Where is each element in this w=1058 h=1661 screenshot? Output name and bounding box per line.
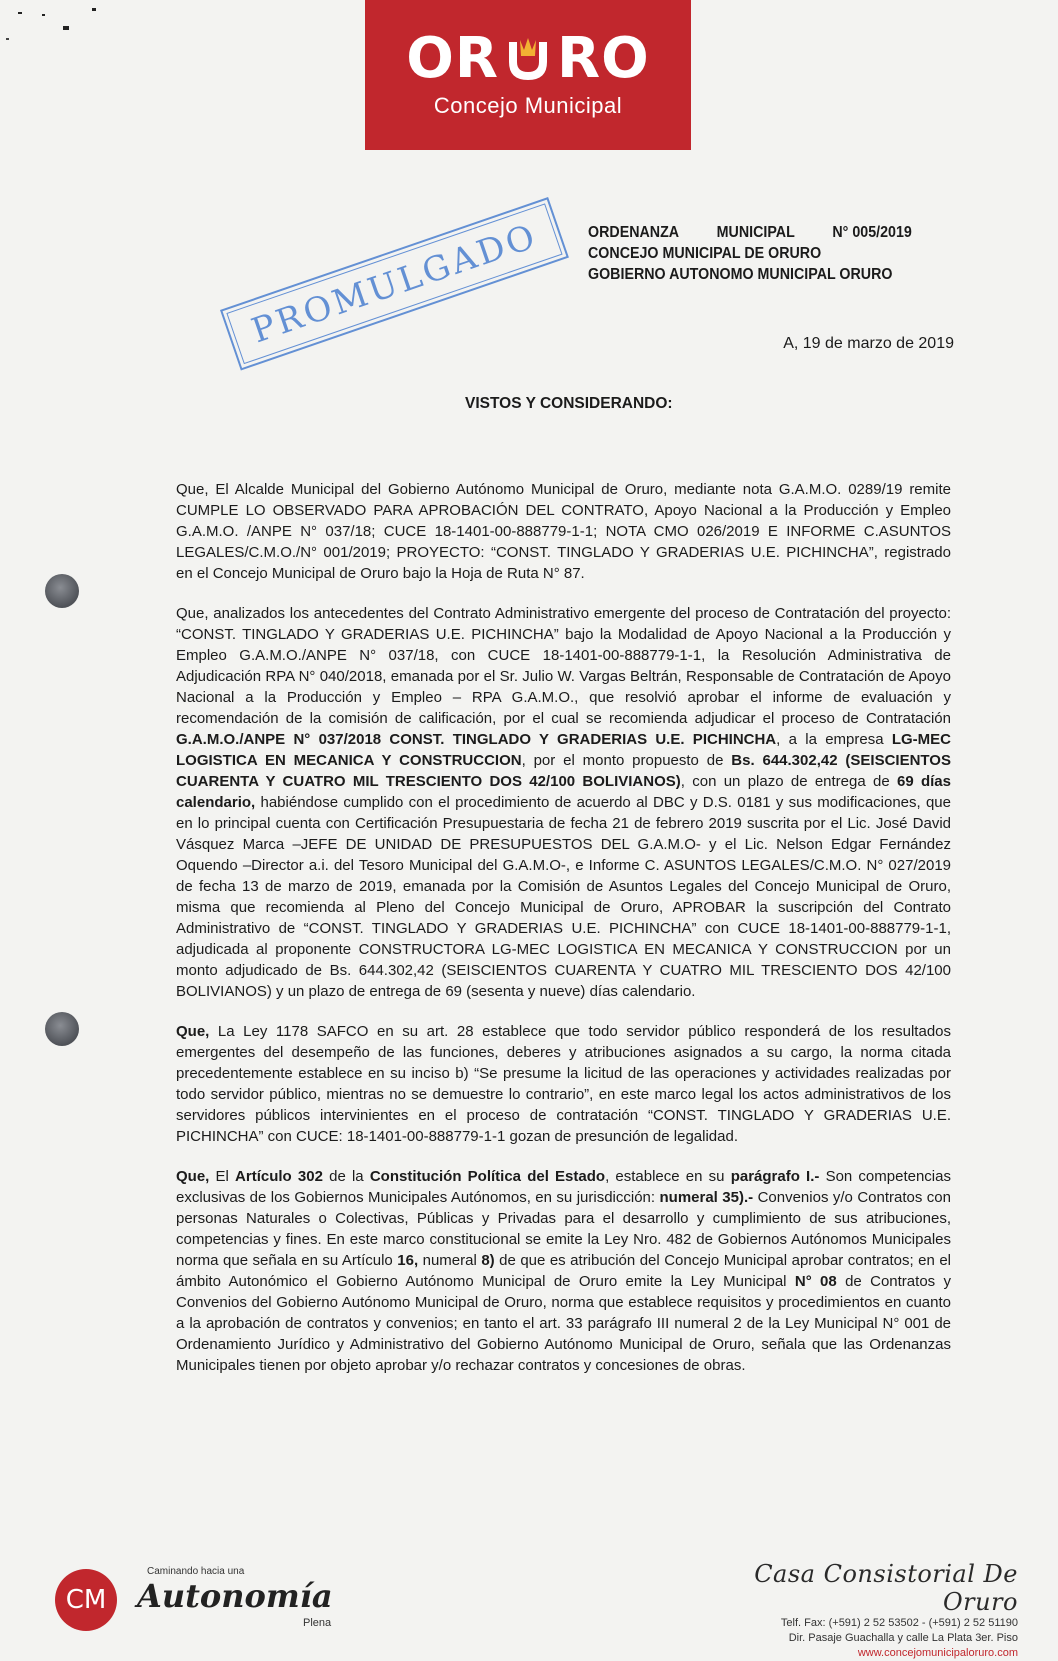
promulgado-stamp: PROMULGADO: [220, 197, 569, 371]
footer-phone: Telf. Fax: (+591) 2 52 53502 - (+591) 2 52 51190: [780, 1617, 1018, 1629]
cm-badge: CM: [55, 1569, 117, 1631]
footer-contact: [688, 1560, 1018, 1661]
tagline-end: Plena: [303, 1617, 332, 1629]
heading-line-3: GOBIERNO AUTONOMO MUNICIPAL ORURO: [588, 266, 893, 283]
document-body: [176, 479, 951, 1395]
crown-emblem-icon: [501, 32, 555, 86]
document-date: A, 19 de marzo de 2019: [783, 335, 954, 352]
logo-word-left: OR: [406, 26, 499, 91]
oruro-logo: [365, 0, 691, 150]
logo-word-right: RO: [557, 26, 650, 91]
heading-label: ORDENANZA: [588, 224, 680, 241]
paragraph-3: Que, La Ley 1178 SAFCO en su art. 28 establece que todo servidor público responderá de los resultados emergentes del desempeño de las funciones, deberes y atribuciones asignados a su cargo, la norma citada precedentemente establece en su inciso b) “Se presume la licitud de las operaciones y actividades realizadas por todo servidor público, mientras no se demuestre lo contrario”, en este marco legal los actos administrativos de los servidores públicos intervinientes en el proceso de contratación “CONST. TINGLADO Y GRADERIAS U.E. PICHINCHA” con CUCE: 18-1401-00-888779-1-1 gozan de presunción de legalidad.: [176, 1023, 951, 1145]
binder-hole-top: [45, 574, 79, 608]
section-title: VISTOS Y CONSIDERANDO:: [465, 395, 673, 412]
casa-consistorial-title: Casa Consistorial De Oruro: [754, 1560, 1018, 1616]
binder-hole-bottom: [45, 1012, 79, 1046]
paragraph-2: Que, analizados los antecedentes del Contrato Administrativo emergente del proceso de Contratación del proyecto: “CONST. TINGLADO Y GRADERIAS U.E. PICHINCHA” bajo la Modalidad de Apoyo Nacional a la Producción y Empleo G.A.M.O./ANPE N° 037/18, con CUCE 18-1401-00-888779-1-1, la Resolución Administrativa de Adjudicación RPA N° 040/2018, emanada por el Sr. Julio W. Vargas Beltrán, Responsable de Contratación de Apoyo Nacional a la Producción y Empleo – RPA G.A.M.O., que resolvió aprobar el informe de evaluación y recomendación de la comisión de calificación, por el cual se recomienda adjudicar el proceso de Contratación G.A.M.O./ANPE N° 037/2018 CONST. TINGLADO Y GRADERIAS U.E. PICHINCHA, a la empresa LG-MEC LOGISTICA EN MECANICA Y CONSTRUCCION, por el monto propuesto de Bs. 644.302,42 (SEISCIENTOS CUARENTA Y CUATRO MIL TRESCIENTO DOS 42/100 BOLIVIANOS), con un plazo de entrega de 69 días calendario, habiéndose cumplido con el procedimiento de acuerdo al DBC y D.S. 0181 y sus modificaciones, que en lo principal cuenta con Certificación Presupuestaria de fecha 21 de febrero 2019 suscrita por el Lic. José David Vásquez Marca –JEFE DE UNIDAD DE PRESUPUESTOS DEL G.A.M.O- y el Lic. Nelson Edgar Fernández Oquendo –Director a.i. del Tesoro Municipal del G.A.M.O-, e Informe C. ASUNTOS LEGALES/C.M.O. N° 027/2019 de fecha 13 de marzo de 2019, emanada por la Comisión de Asuntos Legales del Concejo Municipal de Oruro, misma que recomienda al Pleno del Concejo Municipal de Oruro, APROBAR la suscripción del Contrato Administrativo de “CONST. TINGLADO Y GRADERIAS U.E. PICHINCHA” con CUCE 18-1401-00-888779-1-1, adjudicada al proponente CONSTRUCTORA LG-MEC LOGISTICA EN MECANICA Y CONSTRUCCION por un monto adjudicado de Bs. 644.302,42 (SEISCIENTOS CUARENTA Y CUATRO MIL TRESCIENTO DOS 42/100 BOLIVIANOS) y un plazo de entrega de 69 (sesenta y nueve) días calendario.: [176, 605, 952, 1000]
tagline-big: Autonomía: [137, 1577, 333, 1615]
ordinance-heading: [588, 222, 910, 285]
heading-line-2: CONCEJO MUNICIPAL DE ORURO: [588, 245, 822, 262]
paragraph-1: Que, El Alcalde Municipal del Gobierno Autónomo Municipal de Oruro, mediante nota G.A.M.O. 0289/19 remite CUMPLE LO OBSERVADO PARA APROBACIÓN DEL CONTRATO, Apoyo Nacional a la Producción y Empleo G.A.M.O. /ANPE N° 037/18; CUCE 18-1401-00-888779-1-1; NOTA CMO 026/2019 E INFORME C.ASUNTOS LEGALES/C.M.O./N° 001/2019; PROYECTO: “CONST. TINGLADO Y GRADERIAS U.E. PICHINCHA”, registrado en el Concejo Municipal de Oruro bajo la Hoja de Ruta N° 87.: [176, 481, 951, 582]
autonomia-logo: [55, 1563, 335, 1633]
footer-address: Dir. Pasaje Guachalla y calle La Plata 3er. Piso: [788, 1632, 1018, 1644]
ordinance-number: N° 005/2019: [832, 224, 912, 241]
logo-wordmark: [406, 26, 650, 91]
footer-website-link[interactable]: www.concejomunicipaloruro.com: [857, 1647, 1018, 1659]
logo-subtitle: Concejo Municipal: [433, 93, 623, 118]
tagline-small: Caminando hacia una: [147, 1566, 245, 1577]
scan-specks: [0, 0, 120, 50]
heading-municipal: MUNICIPAL: [716, 224, 795, 241]
paragraph-4: Que, El Artículo 302 de la Constitución Política del Estado, establece en su parágrafo I.- Son competencias exclusivas de los Gobiernos Municipales Autónomos, en su jurisdicción: numeral 35).- Convenios y/o Contratos con personas Naturales o Colectivas, Públicas y Privadas para el desarrollo y cumplimiento de sus atribuciones, competencias y fines. En este marco constitucional se emite la Ley Nro. 482 de Gobiernos Autónomos Municipales norma que señala en su Artículo 16, numeral 8) de que es atribución del Concejo Municipal aprobar contratos; en el ámbito Autonómico el Gobierno Autónomo Municipal de Oruro emite la Ley Municipal N° 08 de Contratos y Convenios del Gobierno Autónomo Municipal de Oruro, norma que establece requisitos y procedimientos en cuanto a la aprobación de contratos y convenios; en tanto el art. 33 parágrafo III numeral 2 de la Ley Municipal N° 001 de Ordenamiento Jurídico y Administrativo del Gobierno Autónomo Municipal de Oruro, señala que las Ordenanzas Municipales tienen por objeto aprobar y/o rechazar contratos y concesiones de obras.: [176, 1168, 952, 1374]
